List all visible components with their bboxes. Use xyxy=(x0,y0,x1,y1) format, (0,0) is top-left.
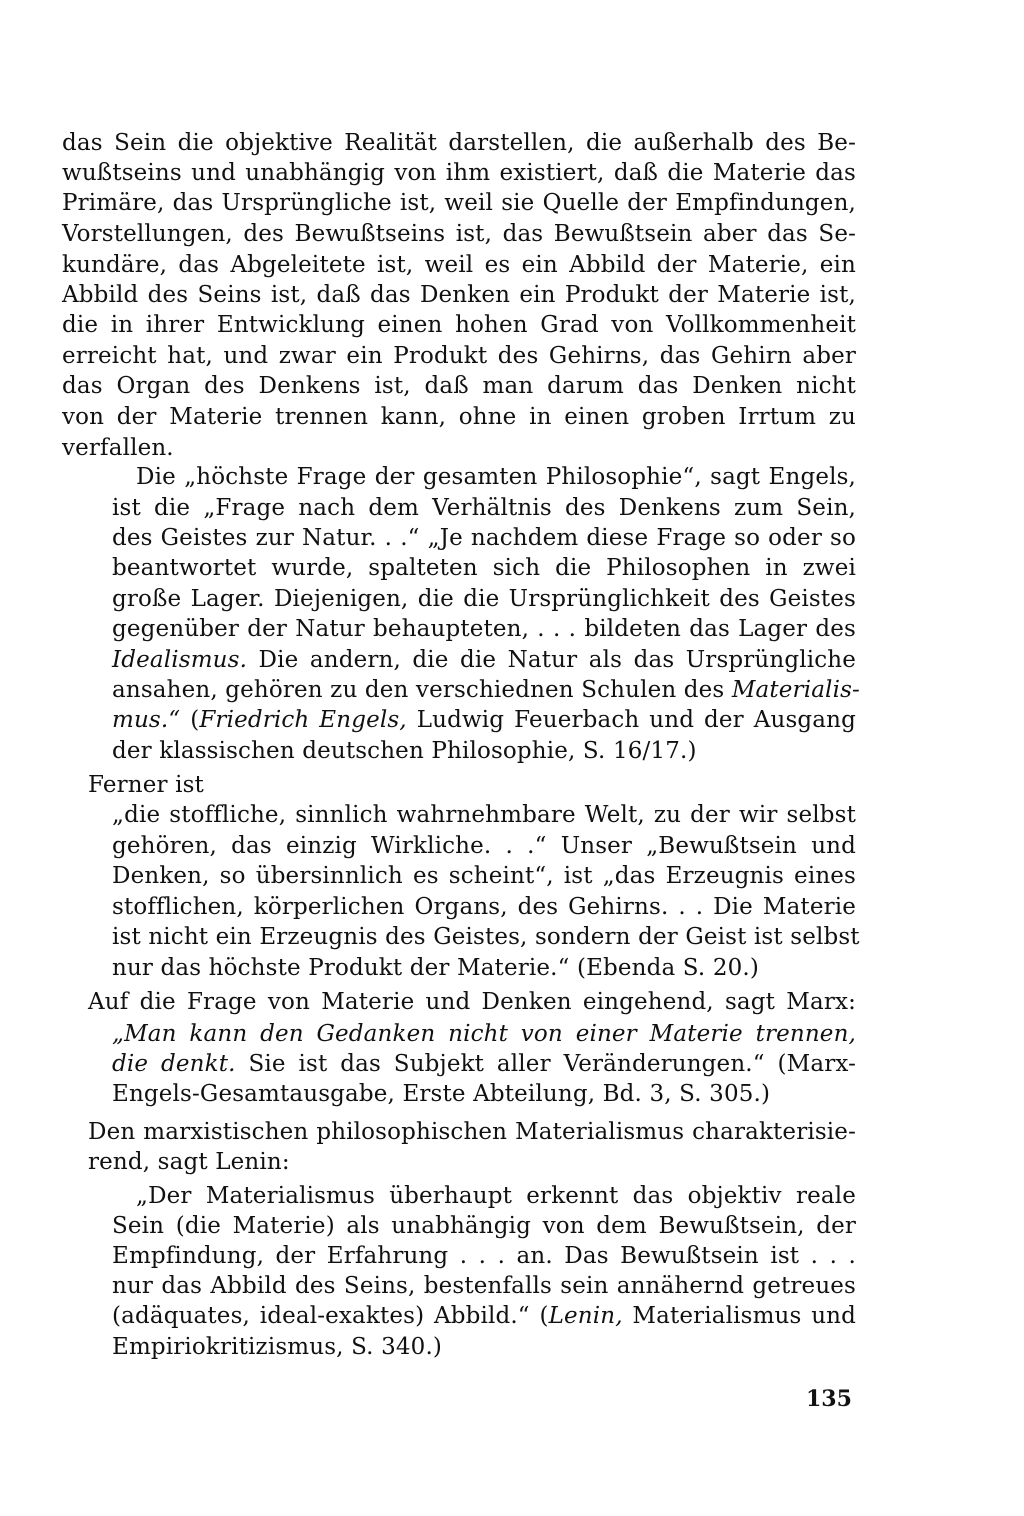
quote-text: Ludwig Feuerbach und der Ausgang xyxy=(406,707,856,733)
author-name: Lenin, xyxy=(548,1303,623,1329)
text-line: Abbild des Seins ist, daß das Denken ein Produkt der Materie ist, xyxy=(62,282,856,308)
quote-text: ( xyxy=(180,707,200,733)
text-line: Auf die Frage von Materie und Denken eingehend, sagt Marx: xyxy=(88,989,856,1015)
quote-line: Die „höchste Frage der gesamten Philosophie“, sagt Engels, xyxy=(136,464,856,490)
italic-term: mus.“ xyxy=(112,707,181,733)
quote-line: „Der Materialismus überhaupt erkennt das objektiv reale xyxy=(136,1183,856,1209)
quote-line: nur das Abbild des Seins, bestenfalls sein annähernd getreues xyxy=(112,1273,856,1299)
quote-line: nur das höchste Produkt der Materie.“ (Ebenda S. 20.) xyxy=(112,955,759,981)
quote-line xyxy=(112,1302,856,1330)
text-line: Ferner ist xyxy=(88,772,204,798)
quote-line xyxy=(112,646,856,674)
quote-line: des Geistes zur Natur. . .“ „Je nachdem diese Frage so oder so xyxy=(112,525,856,551)
text-line: rend, sagt Lenin: xyxy=(88,1149,290,1175)
quote-line: Engels-Gesamtausgabe, Erste Abteilung, Bd. 3, S. 305.) xyxy=(112,1081,771,1107)
page-number: 135 xyxy=(806,1386,852,1412)
quote-line xyxy=(112,706,856,734)
text-line: erreicht hat, und zwar ein Produkt des Gehirns, das Gehirn aber xyxy=(62,343,856,369)
quote-line: gegenüber der Natur behaupteten, . . . bildeten das Lager des xyxy=(112,616,856,642)
quote-line xyxy=(112,676,860,704)
italic-quote: „Man kann den Gedanken nicht von einer Materie trennen, xyxy=(112,1021,856,1047)
italic-quote: die denkt. xyxy=(112,1051,236,1077)
quote-line: gehören, das einzig Wirkliche. . .“ Unser „Bewußtsein und xyxy=(112,833,856,859)
text-line: die in ihrer Entwicklung einen hohen Grad von Vollkommenheit xyxy=(62,312,856,338)
text-line: das Organ des Denkens ist, daß man darum das Denken nicht xyxy=(62,373,856,399)
text-line: das Sein die objektive Realität darstellen, die außerhalb des Be- xyxy=(62,130,856,156)
text-line: verfallen. xyxy=(62,435,174,461)
quote-line xyxy=(112,1020,856,1048)
quote-line: „die stoffliche, sinnlich wahrnehmbare Welt, zu der wir selbst xyxy=(112,802,856,828)
quote-text: ansahen, gehören zu den verschiednen Schulen des xyxy=(112,677,732,703)
author-name: Friedrich Engels, xyxy=(199,707,407,733)
quote-line: stofflichen, körperlichen Organs, des Gehirns. . . Die Materie xyxy=(112,894,856,920)
quote-text: Die andern, die die Natur als das Ursprüngliche xyxy=(247,647,856,673)
italic-term: Idealismus. xyxy=(112,647,248,673)
quote-line xyxy=(112,1050,856,1078)
quote-text: (adäquates, ideal-exaktes) Abbild.“ ( xyxy=(112,1303,549,1329)
quote-text: Sie ist das Subjekt aller Veränderungen.“ (Marx- xyxy=(235,1051,856,1077)
quote-line: beantwortet wurde, spalteten sich die Philosophen in zwei xyxy=(112,555,856,581)
text-line: von der Materie trennen kann, ohne in einen groben Irrtum zu xyxy=(62,404,856,430)
text-line: kundäre, das Abgeleitete ist, weil es ein Abbild der Materie, ein xyxy=(62,252,856,278)
text-line: Vorstellungen, des Bewußtseins ist, das Bewußtsein aber das Se- xyxy=(62,221,856,247)
quote-text: Materialismus und xyxy=(622,1303,856,1329)
text-line: Primäre, das Ursprüngliche ist, weil sie Quelle der Empfindungen, xyxy=(62,190,856,216)
quote-line: große Lager. Diejenigen, die die Ursprünglichkeit des Geistes xyxy=(112,586,856,612)
quote-line: Empiriokritizismus, S. 340.) xyxy=(112,1334,443,1360)
quote-line: Empfindung, der Erfahrung . . . an. Das Bewußtsein ist . . . xyxy=(112,1243,856,1269)
quote-line: ist die „Frage nach dem Verhältnis des Denkens zum Sein, xyxy=(112,495,856,521)
italic-term: Materialis- xyxy=(731,677,860,703)
text-line: Den marxistischen philosophischen Materialismus charakterisie- xyxy=(88,1119,856,1145)
quote-line: Sein (die Materie) als unabhängig von dem Bewußtsein, der xyxy=(112,1213,856,1239)
text-line: wußtseins und unabhängig von ihm existiert, daß die Materie das xyxy=(62,160,856,186)
quote-line: ist nicht ein Erzeugnis des Geistes, sondern der Geist ist selbst xyxy=(112,924,860,950)
quote-line: Denken, so übersinnlich es scheint“, ist „das Erzeugnis eines xyxy=(112,863,856,889)
quote-line: der klassischen deutschen Philosophie, S. 16/17.) xyxy=(112,738,697,764)
